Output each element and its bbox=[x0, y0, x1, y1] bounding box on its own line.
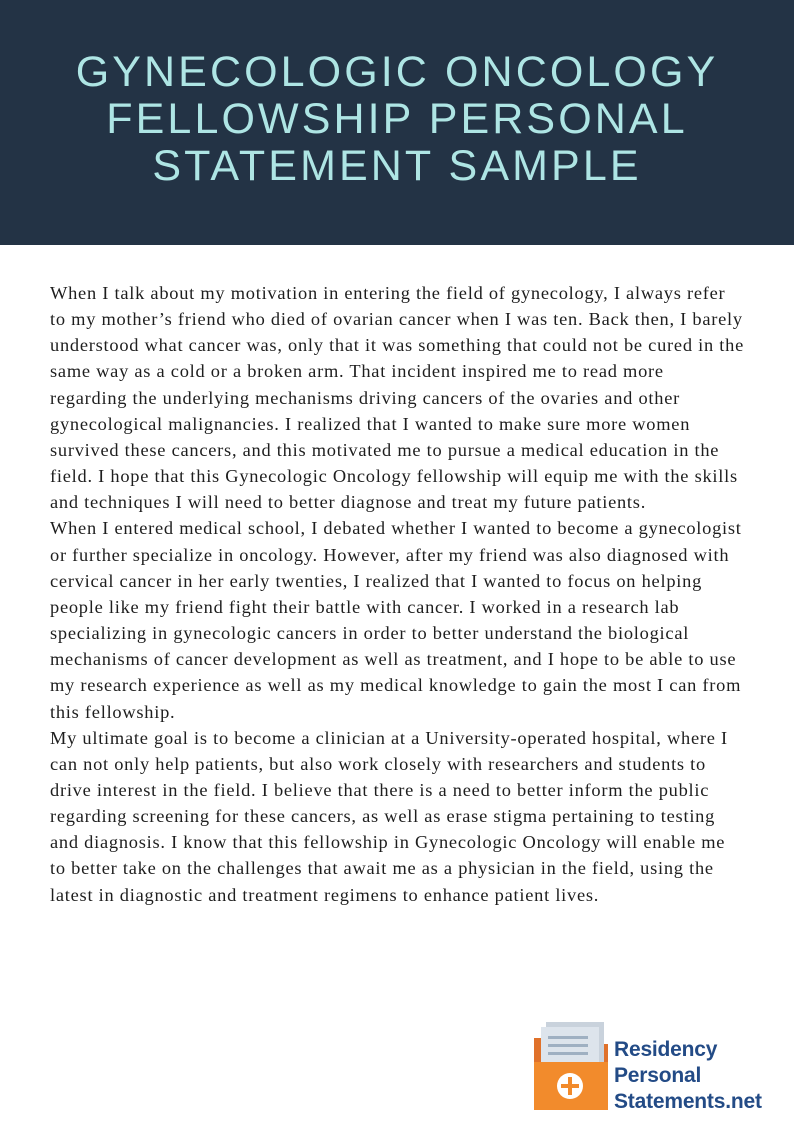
paragraph: When I entered medical school, I debated whether I wanted to become a gynecologist or further specialize in oncology. However, after my friend was also diagnosed with cervical cancer in her early twenties, I realized that I wanted to focus on helping people like my friend fight their battle with cancer. I worked in a research lab specializing in gynecologic cancers in order to better understand the biological mechanisms of cancer development as well as treatment, and I hope to be able to use my research experience as well as my medical knowledge to gain the most I can from this fellowship. bbox=[50, 518, 742, 722]
title-line-3: STATEMENT SAMPLE bbox=[152, 142, 642, 190]
brand-logo bbox=[532, 1020, 794, 1112]
title-line-1: GYNECOLOGIC ONCOLOGY bbox=[75, 48, 719, 96]
title-line-2: FELLOWSHIP PERSONAL bbox=[106, 95, 688, 143]
header-banner bbox=[0, 0, 794, 245]
paragraph: My ultimate goal is to become a clinician at a University-operated hospital, where I can not only help patients, but also work closely with researchers and students to drive interest in the field. I believe that there is a need to better inform the public regarding screening for these cancers, as well as erase stigma pertaining to testing and diagnosis. I know that this fellowship in Gynecologic Oncology will enable me to better take on the challenges that await me as a physician in the field, using the latest in diagnostic and treatment regimens to enhance patient lives. bbox=[50, 727, 728, 905]
page-title bbox=[17, 49, 777, 196]
statement-body bbox=[50, 280, 744, 908]
brand-name bbox=[614, 1037, 794, 1115]
folder-document-plus-icon bbox=[532, 1020, 610, 1112]
paragraph: When I talk about my motivation in entering the field of gynecology, I always refer to my mother’s friend who died of ovarian cancer when I was ten. Back then, I barely understood what cancer was, only that it was something that could not be cured in the same way as a cold or a broken arm. That incident inspired me to read more regarding the underlying mechanisms driving cancers of the ovaries and other gynecological malignancies. I realized that I wanted to make sure more women survived these cancers, and this motivated me to pursue a medical education in the field. I hope that this Gynecologic Oncology fellowship will equip me with the skills and techniques I will need to better diagnose and treat my future patients. bbox=[50, 283, 744, 513]
brand-line-2: Personal bbox=[614, 1064, 702, 1087]
brand-line-1: Residency bbox=[614, 1038, 718, 1061]
brand-line-3: Statements.net bbox=[614, 1090, 762, 1113]
